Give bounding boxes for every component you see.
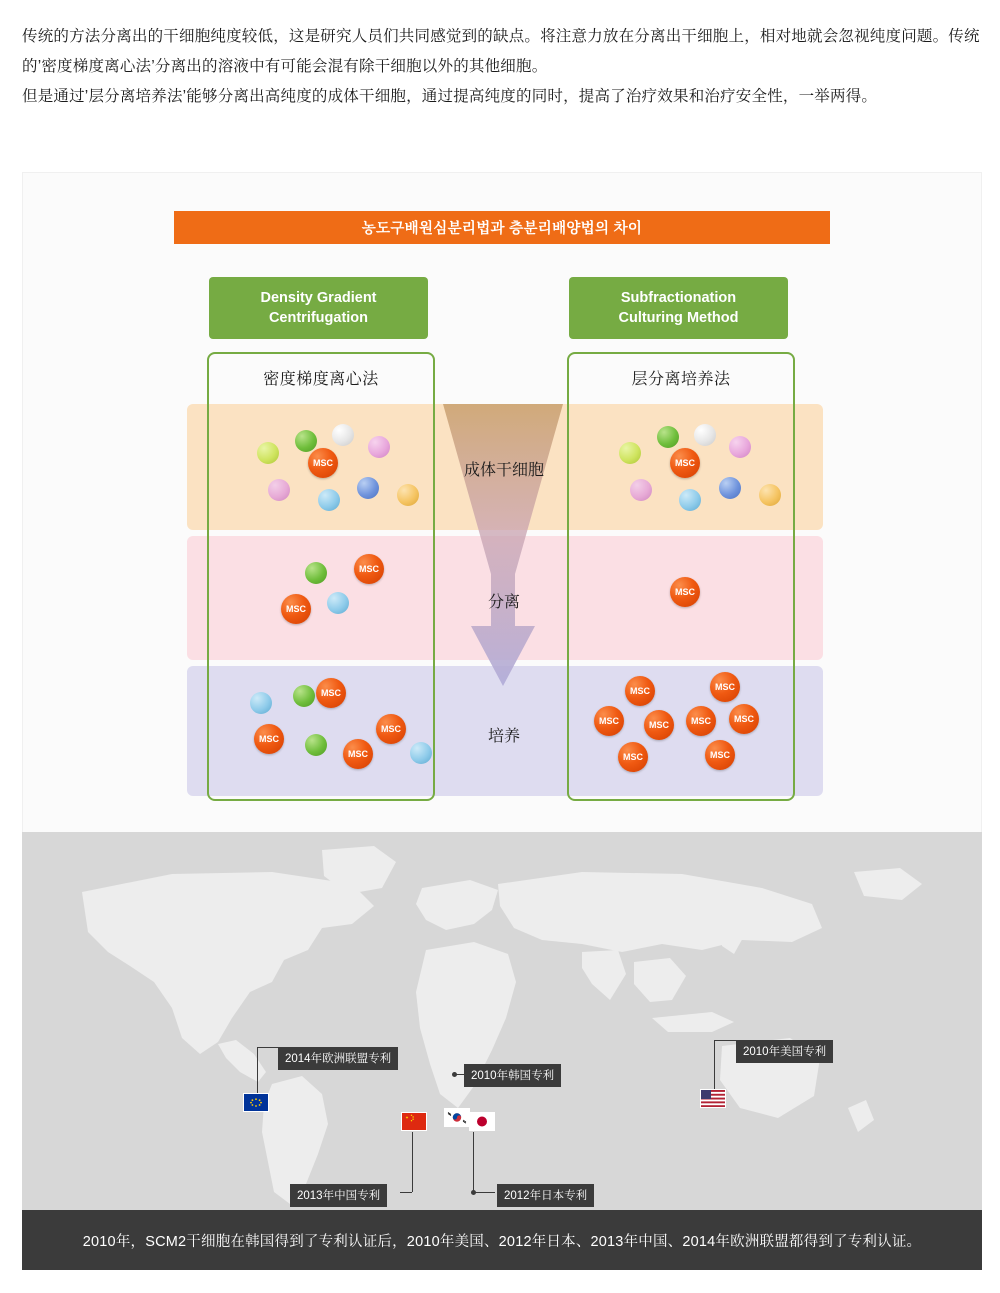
msc-cell: MSC — [670, 577, 700, 607]
world-map — [22, 832, 982, 1210]
patent-label-us: 2010年美国专利 — [736, 1040, 833, 1063]
cell-orange — [397, 484, 419, 506]
method-header-left-line2: Centrifugation — [268, 310, 369, 326]
leader-line-cn-horizontal — [400, 1192, 412, 1193]
cell-blue — [719, 477, 741, 499]
msc-cell: MSC — [376, 714, 406, 744]
cell-orange — [759, 484, 781, 506]
msc-cell: MSC — [670, 448, 700, 478]
kr-flag — [445, 1109, 469, 1126]
intro-paragraph-2: 但是通过’层分离培养法’能够分离出高纯度的成体干细胞，通过提高纯度的同时，提高了治疗效果和治疗安全性，一举两得。 — [22, 88, 878, 105]
cell-pink — [368, 436, 390, 458]
method-header-right-line2: Culturing Method — [618, 310, 739, 326]
cell-yellow — [257, 442, 279, 464]
cell-light-blue — [250, 692, 272, 714]
msc-cell: MSC — [710, 672, 740, 702]
cell-green — [657, 426, 679, 448]
intro-paragraph-1: 传统的方法分离出的干细胞纯度较低，这是研究人员们共同感觉到的缺点。将注意力放在分离出干细胞上，相对地就会忽视纯度问题。传统的’密度梯度离心法’分离出的溶液中有可能会混有除干细胞以外的其他细胞。 — [22, 28, 980, 75]
leader-line-eu-vertical — [257, 1047, 258, 1097]
leader-line-cn-vertical — [412, 1132, 413, 1192]
funnel-arrow-icon — [435, 404, 571, 694]
cell-light-blue — [410, 742, 432, 764]
cell-pink — [729, 436, 751, 458]
panel-label-right: 层分离培养法 — [631, 371, 731, 388]
patent-label-cn: 2013年中国专利 — [290, 1184, 387, 1207]
world-map-svg — [22, 832, 982, 1210]
panel-label-left: 密度梯度离心法 — [263, 371, 379, 388]
cell-green — [305, 562, 327, 584]
cn-flag — [402, 1113, 426, 1130]
stage-label-culture: 培养 — [487, 728, 520, 745]
cell-light-blue — [679, 489, 701, 511]
msc-cell: MSC — [316, 678, 346, 708]
msc-cell: MSC — [308, 448, 338, 478]
msc-cell: MSC — [686, 706, 716, 736]
cell-violet — [630, 479, 652, 501]
msc-cell: MSC — [354, 554, 384, 584]
stage-label-separation: 分离 — [487, 594, 520, 611]
msc-cell: MSC — [705, 740, 735, 770]
patent-label-eu: 2014年欧洲联盟专利 — [278, 1047, 398, 1070]
leader-line-jp-horizontal — [473, 1192, 495, 1193]
cell-light-blue — [318, 489, 340, 511]
comparison-figure — [22, 172, 982, 1270]
msc-cell: MSC — [729, 704, 759, 734]
cell-green — [293, 685, 315, 707]
cell-blue — [357, 477, 379, 499]
cell-green — [295, 430, 317, 452]
msc-cell: MSC — [625, 676, 655, 706]
eu-flag — [244, 1094, 268, 1111]
cell-violet — [268, 479, 290, 501]
patent-label-jp: 2012年日本专利 — [497, 1184, 594, 1207]
us-flag — [701, 1090, 725, 1107]
msc-cell: MSC — [644, 710, 674, 740]
msc-cell: MSC — [618, 742, 648, 772]
msc-cell: MSC — [281, 594, 311, 624]
patent-dot-kr — [452, 1072, 457, 1077]
patent-dot-jp — [471, 1190, 476, 1195]
intro-text — [22, 22, 982, 112]
method-header-left-line1: Density Gradient — [260, 290, 377, 306]
cell-yellow — [619, 442, 641, 464]
leader-line-us-vertical — [714, 1040, 715, 1092]
cell-green — [305, 734, 327, 756]
method-header-density-gradient — [209, 277, 428, 339]
cell-white — [694, 424, 716, 446]
msc-cell: MSC — [343, 739, 373, 769]
leader-line-us-horizontal — [714, 1040, 738, 1041]
cell-white — [332, 424, 354, 446]
patent-label-kr: 2010年韩国专利 — [464, 1064, 561, 1087]
cell-light-blue — [327, 592, 349, 614]
msc-cell: MSC — [594, 706, 624, 736]
figure-title-bar: 농도구배원심분리법과 층분리배양법의 차이 — [174, 211, 830, 244]
caption-bar: 2010年，SCM2干细胞在韩国得到了专利认证后，2010年美国、2012年日本、2013年中国、2014年欧洲联盟都得到了专利认证。 — [22, 1210, 982, 1270]
jp-flag — [470, 1113, 494, 1130]
method-header-subfractionation — [569, 277, 788, 339]
leader-line-jp-vertical — [473, 1132, 474, 1192]
method-header-right-line1: Subfractionation — [620, 290, 737, 306]
msc-cell: MSC — [254, 724, 284, 754]
stage-label-stemcell: 成体干细胞 — [463, 462, 544, 479]
